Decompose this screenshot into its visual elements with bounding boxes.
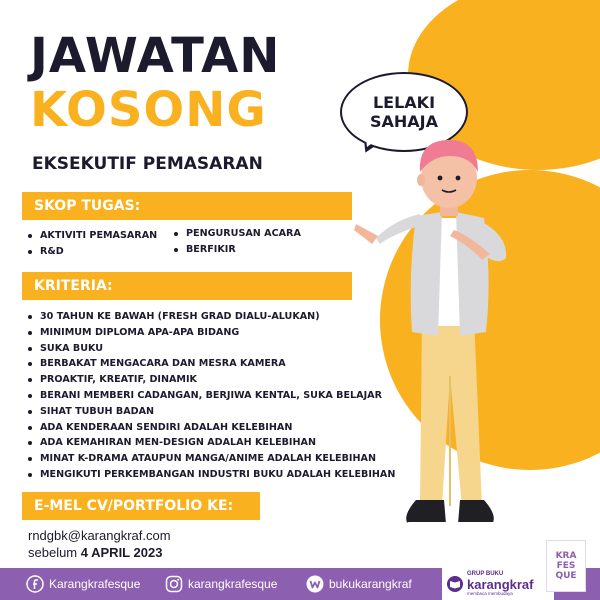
list-item: PROAKTIF, KREATIF, DINAMIK: [26, 372, 395, 388]
list-item: ADA KEMAHIRAN MEN-DESIGN ADALAH KELEBIHAN: [26, 435, 395, 451]
list-item: MENGIKUTI PERKEMBANGAN INDUSTRI BUKU ADALAH KELEBIHAN: [26, 467, 395, 483]
instagram-icon: [165, 575, 183, 593]
book-logo-icon: [446, 575, 464, 593]
wattpad-handle: bukukarangkraf: [329, 577, 412, 591]
list-item: PENGURUSAN ACARA: [172, 226, 301, 242]
list-item: MINIMUM DIPLOMA APA-APA BIDANG: [26, 325, 395, 341]
deadline: [28, 545, 162, 560]
karangkrafesque-badge: [546, 540, 586, 592]
brand-tagline: membaca membudaya: [467, 591, 513, 596]
list-item: 30 TAHUN KE BAWAH (FRESH GRAD DIALU-ALUKAN): [26, 309, 395, 325]
list-item: BERFIKIR: [172, 242, 301, 258]
facebook-icon: [26, 575, 44, 593]
title-line-2: KOSONG: [30, 82, 267, 138]
badge-line-3: QUE: [555, 571, 577, 581]
brand-text: [467, 571, 533, 597]
kriteria-heading: KRITERIA:: [22, 272, 352, 300]
list-item: ADA KENDERAAN SENDIRI ADALAH KELEBIHAN: [26, 420, 395, 436]
karangkraf-logo: [442, 568, 554, 600]
list-item: AKTIVITI PEMASARAN: [26, 228, 157, 244]
wattpad-icon: [306, 575, 324, 593]
badge-line-2: FES: [556, 561, 576, 571]
instagram-handle: karangkrafesque: [188, 577, 278, 591]
list-item: BERBAKAT MENGACARA DAN MESRA KAMERA: [26, 356, 395, 372]
brand-small: GRUP BUKU: [467, 571, 504, 577]
list-item: SUKA BUKU: [26, 341, 395, 357]
title-line-1: JAWATAN: [30, 28, 281, 84]
facebook-link[interactable]: [26, 568, 140, 600]
instagram-link[interactable]: [165, 568, 277, 600]
skop-tugas-list-left: [26, 228, 157, 260]
position-title: EKSEKUTIF PEMASARAN: [32, 154, 263, 174]
skop-tugas-list-right: [172, 226, 301, 258]
badge-line-1: KRA: [555, 551, 577, 561]
email-address[interactable]: rndgbk@karangkraf.com: [28, 528, 171, 543]
facebook-handle: Karangkrafesque: [49, 577, 141, 591]
bubble-line-1: LELAKI: [372, 93, 436, 112]
list-item: SIHAT TUBUH BADAN: [26, 404, 395, 420]
brand-name: karangkraf: [467, 577, 534, 592]
wattpad-link[interactable]: [306, 568, 412, 600]
skop-tugas-heading: SKOP TUGAS:: [22, 192, 352, 220]
character-illustration: [350, 126, 540, 542]
email-heading: E-MEL CV/PORTFOLIO KE:: [22, 492, 260, 520]
list-item: R&D: [26, 244, 157, 260]
deadline-prefix: sebelum: [28, 545, 78, 560]
deadline-date: 4 APRIL 2023: [80, 545, 163, 560]
kriteria-list: [26, 309, 395, 483]
list-item: MINAT K-DRAMA ATAUPUN MANGA/ANIME ADALAH KELEBIHAN: [26, 451, 395, 467]
list-item: BERANI MEMBERI CADANGAN, BERJIWA KENTAL, SUKA BELAJAR: [26, 388, 395, 404]
bubble-line-2: SAHAJA: [369, 112, 438, 131]
